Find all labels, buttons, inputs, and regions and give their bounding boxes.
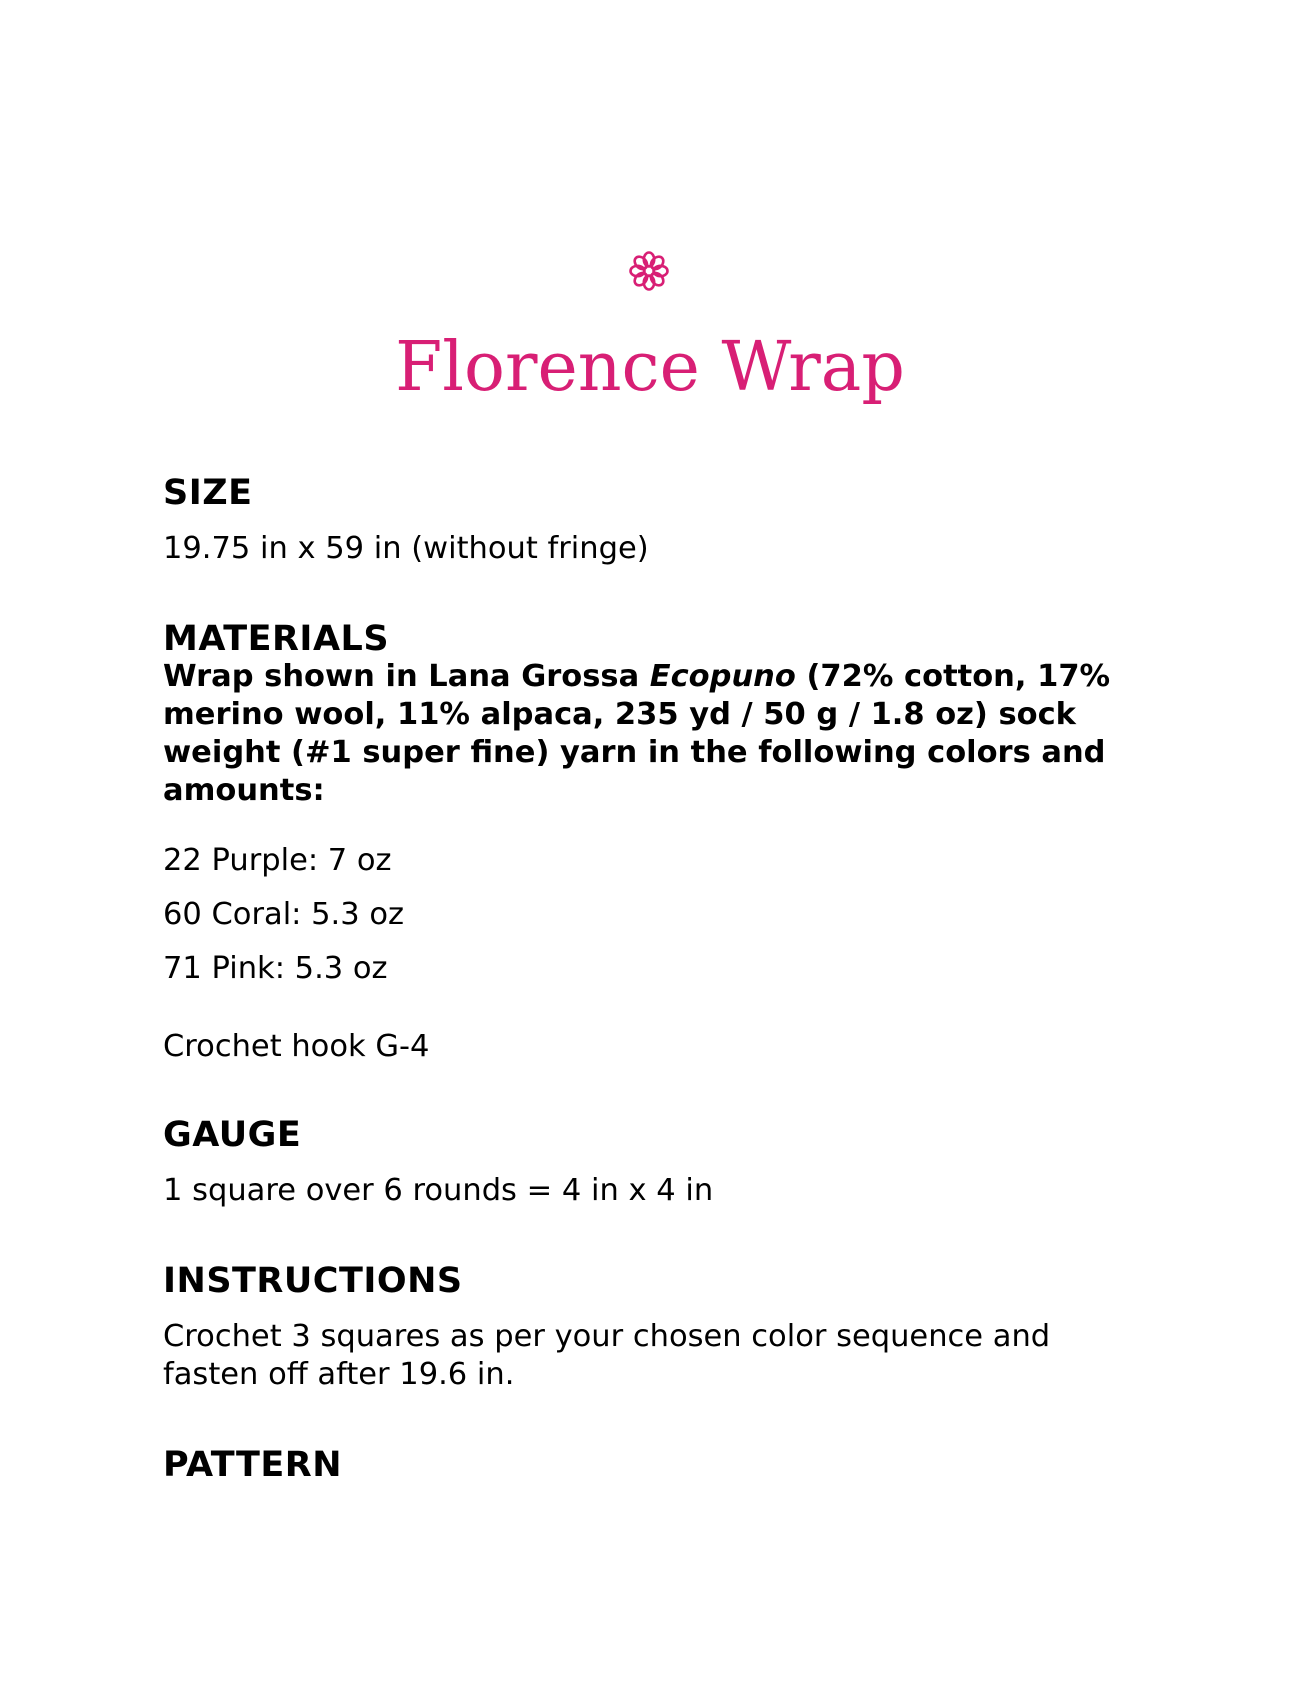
flower-petal (632, 254, 649, 271)
instructions-section (163, 1260, 1143, 1394)
yarn-color-list (163, 842, 1143, 988)
pattern-section (163, 1444, 1143, 1486)
flower-icon (624, 246, 674, 296)
flower-petal (649, 254, 666, 271)
instructions-text: Crochet 3 squares as per your chosen color sequence and fasten off after 19.6 in. (163, 1319, 1051, 1392)
yarn-name: Ecopuno (649, 659, 796, 694)
flower-petal (649, 271, 666, 288)
list-item: 60 Coral: 5.3 oz (163, 897, 405, 932)
gauge-section (163, 1114, 1143, 1210)
page-title: Florence Wrap (395, 328, 905, 407)
materials-section (163, 618, 1143, 810)
materials-intro-before: Wrap shown in Lana Grossa (163, 659, 650, 694)
list-item: 22 Purple: 7 oz (163, 843, 392, 878)
pattern-heading: PATTERN (163, 1445, 343, 1485)
flower-petal (632, 271, 649, 288)
materials-intro (163, 658, 1143, 810)
hook-line (163, 1028, 1143, 1066)
instructions-heading: INSTRUCTIONS (163, 1261, 463, 1301)
gauge-heading: GAUGE (163, 1115, 302, 1155)
list-item: 71 Pink: 5.3 oz (163, 951, 388, 986)
hook-text: Crochet hook G-4 (163, 1029, 430, 1064)
materials-heading: MATERIALS (163, 619, 390, 659)
size-section (163, 472, 1143, 568)
size-heading: SIZE (163, 473, 253, 513)
size-text: 19.75 in x 59 in (without fringe) (163, 531, 649, 566)
gauge-text: 1 square over 6 rounds = 4 in x 4 in (163, 1173, 714, 1208)
materials-intro-after: (72% cotton, 17% merino wool, 11% alpaca, 235 yd / 50 g / 1.8 oz) sock weight (#1 super fine) yarn in the following colors and amounts: (163, 659, 1111, 808)
